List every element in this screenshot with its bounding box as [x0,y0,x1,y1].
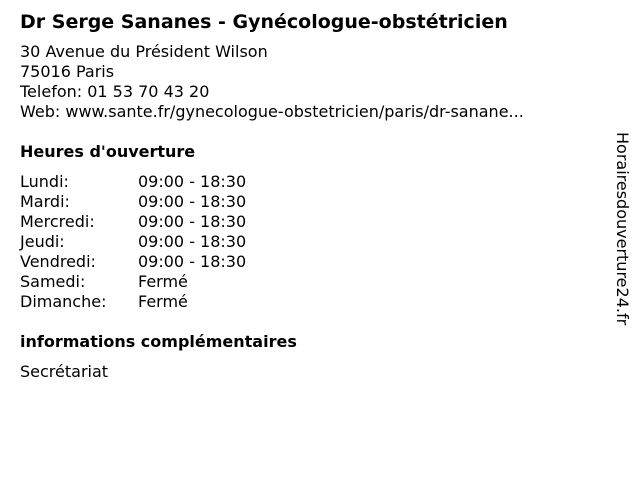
hours-row-wednesday [20,212,605,232]
opening-hours-list [20,172,605,312]
website-link[interactable]: Web: www.sante.fr/gynecologue-obstetricien/paris/dr-sanane... [20,102,524,121]
day-label: Lundi: [20,172,69,191]
address-line-1: 30 Avenue du Président Wilson [20,42,268,61]
time-value: Fermé [138,292,188,311]
day-label: Samedi: [20,272,86,291]
hours-row-monday [20,172,605,192]
hours-row-sunday [20,292,605,312]
opening-hours-heading: Heures d'ouverture [20,142,196,161]
time-value: 09:00 - 18:30 [138,232,247,251]
time-value: 09:00 - 18:30 [138,212,247,231]
business-card [20,10,605,382]
additional-info-heading: informations complémentaires [20,332,297,351]
time-value: 09:00 - 18:30 [138,192,247,211]
page-title: Dr Serge Sananes - Gynécologue-obstétricien [20,11,508,33]
hours-row-friday [20,252,605,272]
day-label: Vendredi: [20,252,96,271]
time-value: 09:00 - 18:30 [138,172,247,191]
hours-row-saturday [20,272,605,292]
day-label: Mercredi: [20,212,95,231]
hours-row-thursday [20,232,605,252]
site-watermark: Horairesdouverture24.fr [613,132,632,326]
day-label: Jeudi: [20,232,65,251]
day-label: Dimanche: [20,292,107,311]
phone-number[interactable]: Telefon: 01 53 70 43 20 [20,82,210,101]
hours-row-tuesday [20,192,605,212]
address-line-2: 75016 Paris [20,62,115,81]
additional-info-text: Secrétariat [20,362,109,381]
time-value: Fermé [138,272,188,291]
time-value: 09:00 - 18:30 [138,252,247,271]
day-label: Mardi: [20,192,70,211]
